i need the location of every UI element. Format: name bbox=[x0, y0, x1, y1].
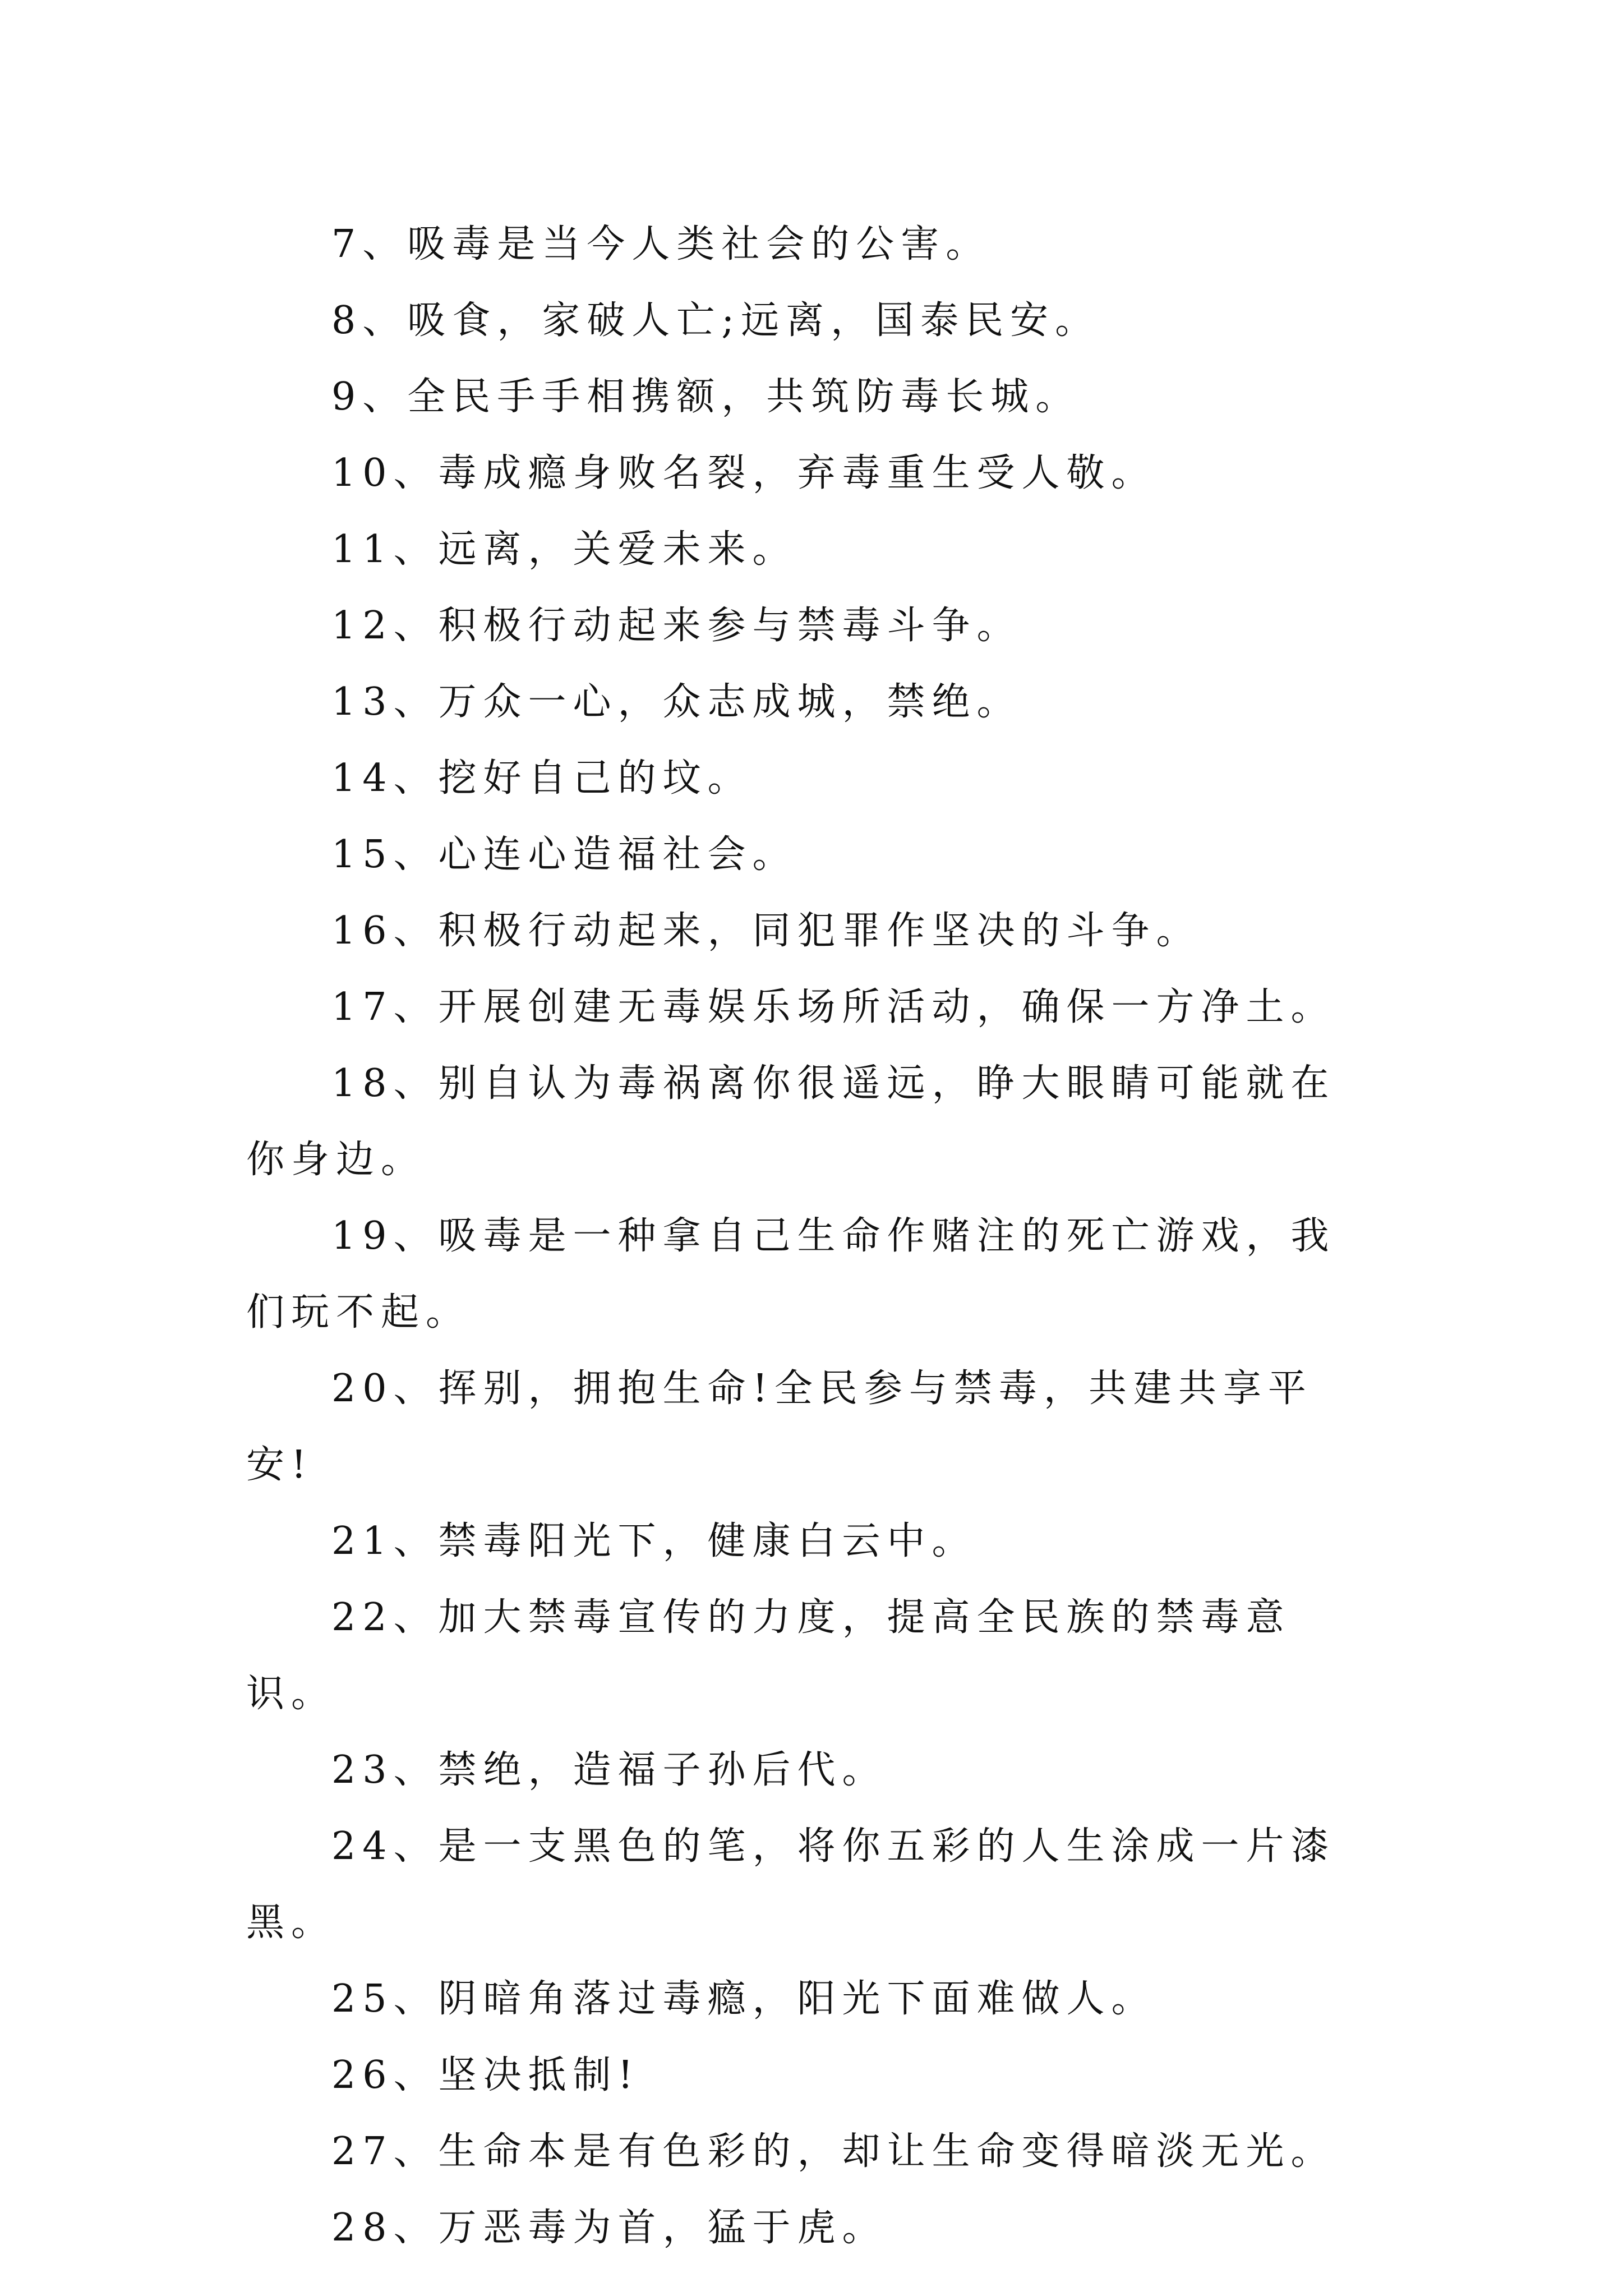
slogan-line: 12、积极行动起来参与禁毒斗争。 bbox=[331, 604, 1022, 648]
document-body bbox=[246, 206, 1378, 2266]
slogan-line: 21、禁毒阳光下，健康白云中。 bbox=[331, 1519, 977, 1563]
slogan-line: 19、吸毒是一种拿自己生命作赌注的死亡游戏，我们玩不起。 bbox=[246, 1214, 1336, 1335]
slogan-line: 24、是一支黑色的笔，将你五彩的人生涂成一片漆黑。 bbox=[246, 1824, 1336, 1945]
slogan-line: 17、开展创建无毒娱乐场所活动，确保一方净土。 bbox=[331, 985, 1336, 1029]
slogan-line: 26、坚决抵制! bbox=[331, 2053, 640, 2097]
slogan-line: 28、万恶毒为首，猛于虎。 bbox=[331, 2206, 887, 2250]
slogan-line: 9、全民手手相携额，共筑防毒长城。 bbox=[331, 375, 1081, 419]
slogan-line: 27、生命本是有色彩的，却让生命变得暗淡无光。 bbox=[331, 2129, 1336, 2174]
slogan-line: 7、吸毒是当今人类社会的公害。 bbox=[331, 222, 991, 266]
slogan-line: 20、挥别，拥抱生命!全民参与禁毒，共建共享平安! bbox=[246, 1366, 1313, 1487]
slogan-line: 8、吸食，家破人亡;远离，国泰民安。 bbox=[331, 298, 1100, 343]
slogan-line: 16、积极行动起来，同犯罪作坚决的斗争。 bbox=[331, 909, 1201, 953]
slogan-line: 10、毒成瘾身败名裂，弃毒重生受人敬。 bbox=[331, 451, 1156, 495]
slogan-line: 23、禁绝，造福子孙后代。 bbox=[331, 1748, 887, 1792]
slogan-line: 18、别自认为毒祸离你很遥远，睁大眼睛可能就在你身边。 bbox=[246, 1061, 1336, 1182]
slogan-line: 14、挖好自己的坟。 bbox=[331, 756, 753, 800]
slogan-line: 11、远离，关爱未来。 bbox=[331, 527, 797, 572]
slogan-line: 13、万众一心，众志成城，禁绝。 bbox=[331, 680, 1022, 724]
slogan-line: 15、心连心造福社会。 bbox=[331, 832, 797, 877]
slogan-line: 25、阴暗角落过毒瘾，阳光下面难做人。 bbox=[331, 1977, 1156, 2021]
slogan-line: 22、加大禁毒宣传的力度，提高全民族的禁毒意识。 bbox=[246, 1595, 1291, 1716]
